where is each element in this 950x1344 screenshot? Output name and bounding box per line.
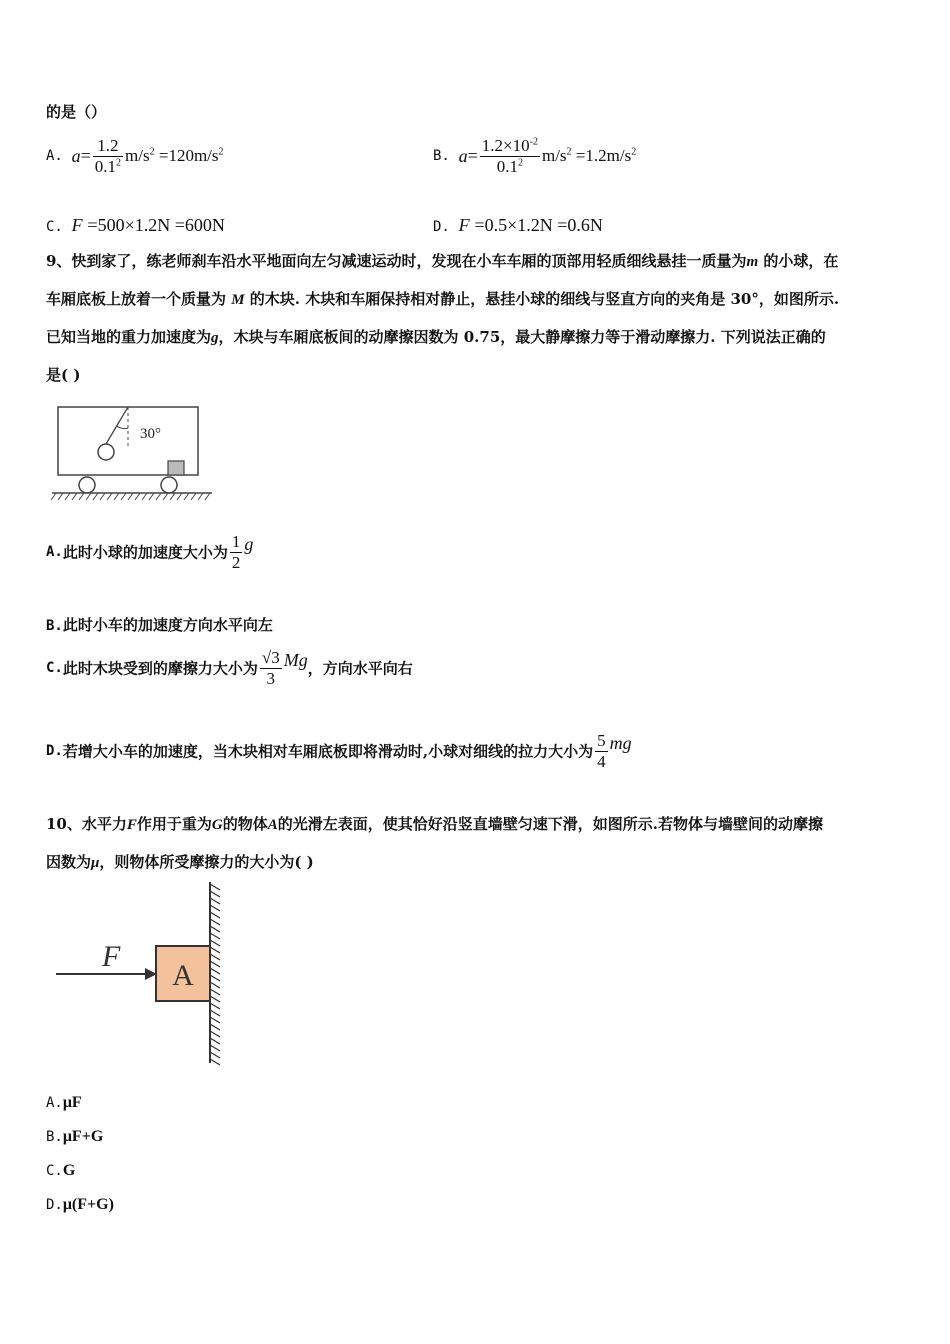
force-label: F — [102, 940, 121, 973]
ground-hatching — [51, 493, 210, 500]
hatch-line — [163, 493, 168, 500]
q10-option-b[interactable]: B.μF+G — [46, 1128, 104, 1145]
hatch-line — [149, 493, 154, 500]
hatch-line — [114, 493, 119, 500]
option-label: D. — [433, 219, 450, 235]
ball — [98, 444, 114, 460]
option-label: A. — [46, 148, 63, 165]
hatch-line — [210, 933, 220, 939]
hatch-line — [210, 982, 220, 988]
hatch-line — [177, 493, 182, 500]
q9-option-a[interactable]: A.此时小球的加速度大小为 $\frac{1}{2}$ g — [46, 532, 254, 572]
q10-stem: 10、水平力F作用于重为G的物体A的光滑左表面，使其恰好沿竖直墙壁匀速下滑，如图所示.若物体与墙壁间的动摩擦 因数为μ，则物体所受摩擦力的大小为( ) — [46, 815, 824, 871]
option-label: C. — [46, 219, 63, 235]
wood-block — [168, 461, 184, 475]
hatch-line — [210, 1038, 220, 1044]
wheel-right — [161, 477, 177, 493]
hatch-line — [210, 926, 220, 932]
hatch-line — [86, 493, 91, 500]
hatch-line — [58, 493, 63, 500]
wheel-left — [79, 477, 95, 493]
hatch-line — [210, 919, 220, 925]
q9-option-c[interactable]: C.此时木块受到的摩擦力大小为 $\frac{√3}{3}$ Mg，方向水平向右 — [46, 648, 413, 688]
hatch-line — [210, 1052, 220, 1058]
hatch-line — [170, 493, 175, 500]
q8-tail: 的是（） — [46, 103, 107, 121]
hatch-line — [156, 493, 161, 500]
hatch-line — [210, 1059, 220, 1065]
option-label: B. — [433, 148, 450, 165]
q8-option-a[interactable]: A. a= $\frac{1.2}{0.1^2}$ $m/s^2 =120m/s^2$ — [46, 136, 224, 176]
symbol-f: F — [458, 215, 470, 235]
hatch-line — [210, 947, 220, 953]
hatch-line — [210, 884, 220, 890]
hatch-line — [210, 891, 220, 897]
expression: =0.5×1.2N =0.6N — [474, 215, 603, 235]
hatch-line — [65, 493, 70, 500]
hatch-line — [210, 898, 220, 904]
angle-label: 30° — [140, 426, 161, 442]
symbol-a: a — [71, 145, 81, 166]
hatch-line — [210, 940, 220, 946]
hatch-line — [210, 912, 220, 918]
hatch-line — [210, 1045, 220, 1051]
fraction: $\frac{1.2\times 10^{-2}}{0.1^2}$ — [481, 136, 538, 176]
symbol-f: F — [71, 215, 83, 235]
hatch-line — [135, 493, 140, 500]
hatch-line — [142, 493, 147, 500]
q10-option-a[interactable]: A.μF — [46, 1094, 82, 1111]
block-label: A — [172, 959, 194, 992]
hatch-line — [210, 1031, 220, 1037]
q10-option-c[interactable]: C.G — [46, 1162, 76, 1179]
hatch-line — [121, 493, 126, 500]
q8-option-c[interactable] — [46, 215, 225, 236]
q8-option-d[interactable] — [433, 215, 603, 236]
hatch-line — [72, 493, 77, 500]
hatch-line — [93, 493, 98, 500]
hatch-line — [210, 1003, 220, 1009]
q9-option-b[interactable]: B.此时小车的加速度方向水平向左 — [46, 616, 273, 634]
angle-arc — [116, 426, 128, 429]
cart-figure — [50, 398, 220, 504]
wall-figure — [50, 880, 230, 1066]
hatch-line — [51, 493, 56, 500]
hatch-line — [210, 961, 220, 967]
hatch-line — [210, 1010, 220, 1016]
wall-hatching — [210, 884, 220, 1065]
q8-option-b[interactable]: B. a= $\frac{1.2\times 10^{-2}}{0.1^2}$ $m/s^2 =1.2m/s^2$ — [433, 136, 637, 176]
hatch-line — [184, 493, 189, 500]
hatch-line — [107, 493, 112, 500]
hatch-line — [205, 493, 210, 500]
q9-stem: 9、快到家了，练老师刹车沿水平地面向左匀减速运动时，发现在小车车厢的顶部用轻质细线悬挂一质量为m 的小球，在 车厢底板上放着一个质量为 M 的木块. 木块和车厢保持相对静止，悬挂小球的细线与竖直方向的夹角是 30°，如图所示. 已知当地的重力加速度为g，木块与车厢底板间的动摩擦因数为 0.75，最大静摩擦力等于滑动摩擦力. 下列说法正确的 是( ) — [46, 252, 840, 384]
hatch-line — [210, 968, 220, 974]
hatch-line — [79, 493, 84, 500]
hatch-line — [210, 996, 220, 1002]
q9-option-d[interactable]: D.若增大小车的加速度，当木块相对车厢底板即将滑动时,小球对细线的拉力大小为 $\frac{5}{4}$ mg — [46, 731, 632, 771]
hatch-line — [210, 989, 220, 995]
hatch-line — [198, 493, 203, 500]
hatch-line — [210, 1024, 220, 1030]
hatch-line — [100, 493, 105, 500]
hatch-line — [128, 493, 133, 500]
hatch-line — [191, 493, 196, 500]
q10-option-d[interactable]: D.μ(F+G) — [46, 1196, 114, 1213]
hatch-line — [210, 954, 220, 960]
expression: =500×1.2N =600N — [87, 215, 225, 235]
fraction: $\frac{1.2}{0.1^2}$ — [94, 136, 122, 176]
symbol-a: a — [458, 145, 468, 166]
hatch-line — [210, 1017, 220, 1023]
hatch-line — [210, 975, 220, 981]
string — [106, 407, 128, 444]
hatch-line — [210, 905, 220, 911]
